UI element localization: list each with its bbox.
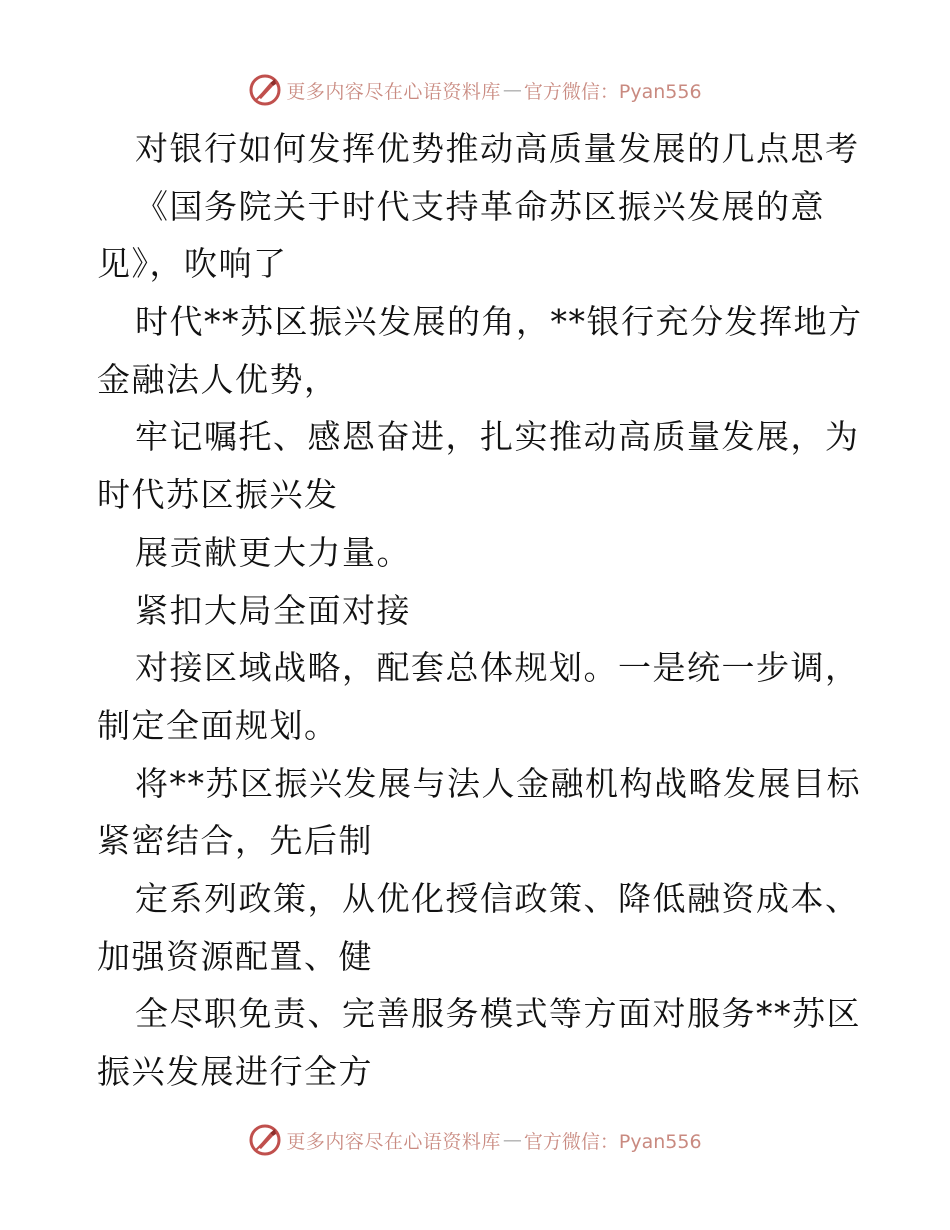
paragraph-line: 时代**苏区振兴发展的角，**银行充分发挥地方 — [135, 302, 863, 342]
paragraph-line: 紧密结合，先后制 — [97, 821, 373, 861]
paragraph-line: 全尽职免责、完善服务模式等方面对服务**苏区 — [135, 994, 861, 1034]
header-separator: — — [502, 79, 522, 101]
quill-logo-icon — [248, 73, 282, 107]
header-contact: 官方微信：Pyan556 — [523, 80, 702, 103]
document-body — [97, 120, 863, 1101]
quill-logo-icon — [248, 1123, 282, 1157]
paragraph-line: 见》，吹响了 — [97, 244, 288, 284]
section-heading: 紧扣大局全面对接 — [135, 590, 411, 630]
paragraph-line: 金融法人优势， — [97, 359, 339, 399]
paragraph-line: 展贡献更大力量。 — [135, 532, 411, 572]
paragraph-line: 时代苏区振兴发 — [97, 475, 339, 515]
footer-contact: 官方微信：Pyan556 — [523, 1130, 702, 1153]
paragraph-line: 定系列政策，从优化授信政策、降低融资成本、 — [135, 878, 860, 918]
footer-banner-text: 更多内容尽在心语资料库 — [286, 1130, 501, 1153]
footer-banner — [0, 1120, 950, 1160]
header-banner — [0, 70, 950, 110]
footer-separator: — — [502, 1129, 522, 1151]
paragraph-line: 加强资源配置、健 — [97, 936, 373, 976]
document-title: 对银行如何发挥优势推动高质量发展的几点思考 — [135, 129, 860, 168]
paragraph-line: 制定全面规划。 — [97, 705, 339, 745]
paragraph-line: 牢记嘱托、感恩奋进，扎实推动高质量发展，为 — [135, 417, 860, 457]
paragraph-line: 《国务院关于时代支持革命苏区振兴发展的意 — [135, 186, 825, 226]
paragraph-line: 将**苏区振兴发展与法人金融机构战略发展目标 — [135, 763, 861, 803]
paragraph-line: 对接区域战略，配套总体规划。一是统一步调， — [135, 648, 860, 688]
paragraph-line: 振兴发展进行全方 — [97, 1052, 373, 1091]
header-banner-text: 更多内容尽在心语资料库 — [286, 80, 501, 103]
